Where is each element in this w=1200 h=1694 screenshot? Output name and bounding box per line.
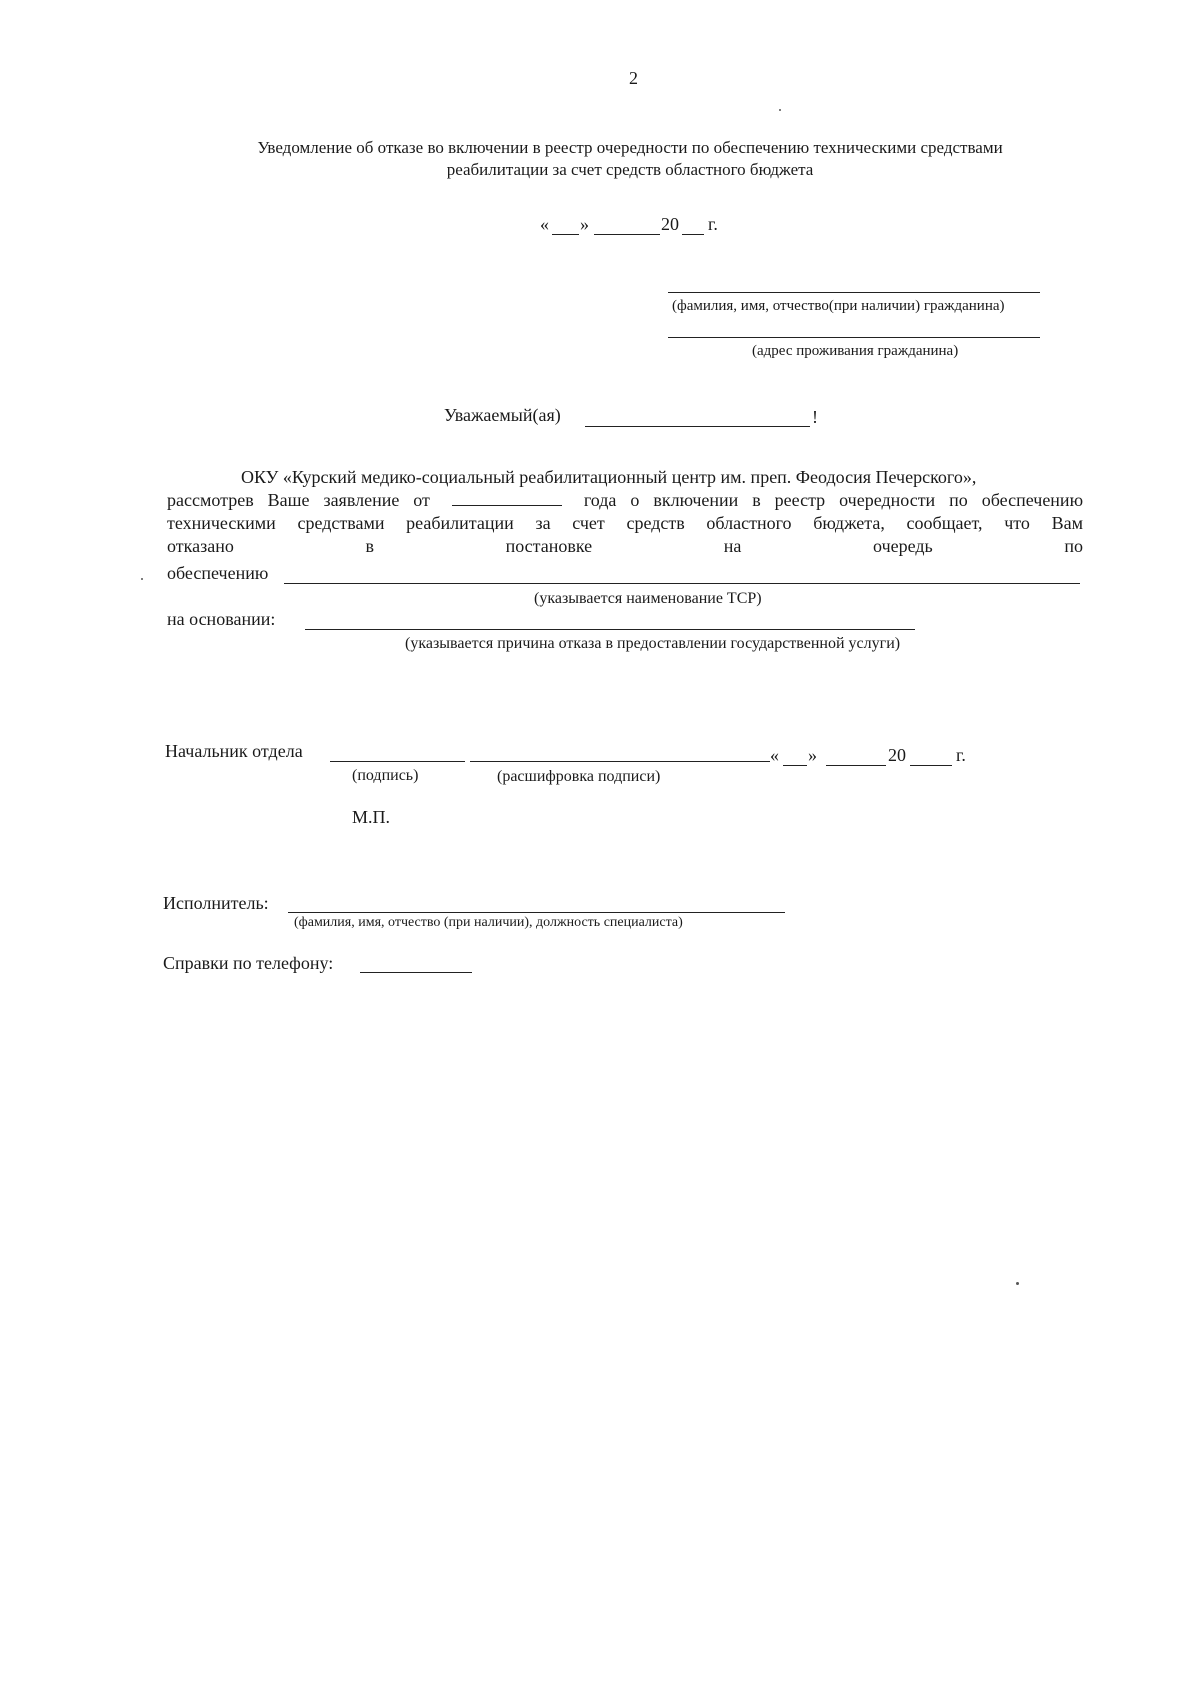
recipient-address-line bbox=[668, 337, 1040, 338]
phone-label: Справки по телефону: bbox=[163, 953, 334, 973]
title-line-1: Уведомление об отказе во включении в реестр очередности по обеспечению техническими средствами bbox=[257, 138, 1003, 157]
body-line-1: ОКУ «Курский медико-социальный реабилитационный центр им. преп. Феодосия Печерского», bbox=[241, 467, 977, 487]
signature-date-year-suffix: г. bbox=[956, 745, 966, 765]
scan-speck bbox=[141, 578, 143, 580]
executor-label: Исполнитель: bbox=[163, 893, 269, 913]
signature-blank bbox=[330, 761, 465, 762]
basis-caption: (указывается причина отказа в предоставлении государственной услуги) bbox=[405, 635, 901, 652]
body-line-2-start: рассмотрев Ваше заявление от bbox=[167, 490, 430, 510]
executor-caption: (фамилия, имя, отчество (при наличии), должность специалиста) bbox=[294, 915, 683, 930]
recipient-name-line bbox=[668, 292, 1040, 293]
position-title: Начальник отдела bbox=[165, 741, 303, 761]
greeting-text: Уважаемый(ая) bbox=[444, 405, 561, 425]
date-close-quote: » bbox=[580, 214, 589, 234]
body-line-3: техническими средствами реабилитации за счет средств областного бюджета, сообщает, что Вам bbox=[167, 513, 1083, 533]
provision-blank bbox=[284, 583, 1080, 584]
provision-caption: (указывается наименование ТСР) bbox=[534, 590, 762, 607]
word: постановке bbox=[505, 536, 593, 556]
provision-label: обеспечению bbox=[167, 563, 269, 583]
body-line-2-end: года о включении в реестр очередности по обеспечению bbox=[583, 490, 1084, 510]
body-paragraph bbox=[167, 466, 1083, 558]
greeting-exclamation: ! bbox=[812, 407, 818, 427]
date-year-prefix: 20 bbox=[661, 214, 679, 234]
word: в bbox=[365, 536, 374, 556]
basis-blank bbox=[305, 629, 915, 630]
word: очередь bbox=[873, 536, 933, 556]
date-month-blank bbox=[594, 234, 660, 235]
signature-date-open-quote: « bbox=[770, 745, 779, 765]
signature-date-year-prefix: 20 bbox=[888, 745, 906, 765]
signature-decode-blank bbox=[470, 761, 770, 762]
signature-date-day-blank bbox=[783, 765, 807, 766]
title-line-2: реабилитации за счет средств областного бюджета bbox=[446, 160, 814, 179]
phone-blank bbox=[360, 972, 472, 973]
date-day-blank bbox=[552, 234, 579, 235]
body-line-4 bbox=[167, 535, 1083, 558]
decode-caption: (расшифровка подписи) bbox=[497, 768, 661, 785]
greeting-name-blank bbox=[585, 426, 810, 427]
stamp-placeholder: М.П. bbox=[352, 807, 391, 827]
signature-date-year-blank bbox=[910, 765, 952, 766]
date-year-suffix: г. bbox=[708, 214, 718, 234]
signature-date-month-blank bbox=[826, 765, 886, 766]
signature-date-close-quote: » bbox=[808, 745, 817, 765]
scan-speck bbox=[1016, 1282, 1019, 1285]
executor-blank bbox=[288, 912, 785, 913]
word: на bbox=[723, 536, 742, 556]
word: по bbox=[1064, 536, 1083, 556]
body-line-2 bbox=[167, 489, 1083, 512]
word: отказано bbox=[167, 536, 234, 556]
sign-caption: (подпись) bbox=[352, 767, 419, 784]
page-number: 2 bbox=[629, 68, 638, 88]
recipient-name-caption: (фамилия, имя, отчество(при наличии) гражданина) bbox=[672, 298, 1005, 314]
application-date-blank bbox=[452, 491, 562, 506]
scan-speck bbox=[779, 109, 781, 111]
basis-label: на основании: bbox=[167, 609, 276, 629]
date-year-blank bbox=[682, 234, 704, 235]
date-open-quote: « bbox=[540, 214, 549, 234]
recipient-address-caption: (адрес проживания гражданина) bbox=[752, 343, 959, 359]
